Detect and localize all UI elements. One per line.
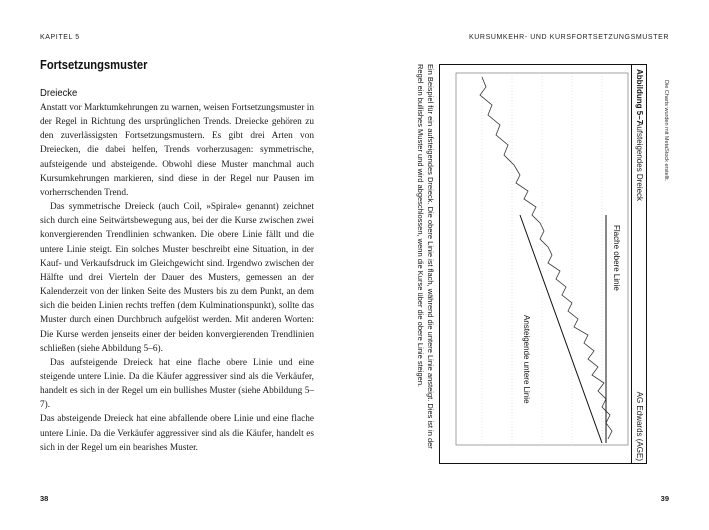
body-text [40,101,314,455]
figure-title-bar [631,65,646,464]
figure-frame [439,64,647,464]
credit-text: Die Charts wurden mit MetaStock erstellt. [663,80,669,182]
left-page [0,0,354,530]
paragraph: Anstatt vor Marktumkehrungen zu warnen, weisen Fortsetzungsmuster in der Regel in Richtung des ursprünglichen Trends. Dreiecke gehören zu den zuverlässigsten Fortsetzungsmustern. Es gibt drei Arten von Dreiecken, die dabei helfen, Trends vorherzusagen: symmetrische, aufsteigende und absteigende. Obwohl diese Muster manchmal auch Kursumkehrungen markieren, sind diese in der Regel nur Pausen im vorherrschenden Trend. [40,103,314,198]
page-number: 39 [660,494,669,503]
chart-gridlines [482,73,602,445]
rising-lower-trendline [520,215,602,443]
figure-caption: Ein Beispiel für ein aufsteigendes Dreieck. Die obere Linie ist flach, während die untere Linie ansteigt. Dies ist in der Regel ein bullishes Muster und wird abgeschlossen, wenn die Kurse über die obere Linie steigen. [416,64,435,449]
figure-title: Aufsteigendes Dreieck [635,121,644,202]
paragraph: Das aufsteigende Dreieck hat eine flache obere Linie und eine steigende untere Linie. Da die Käufer aggressiver sind als die Verkäufer, handelt es sich in der Regel um ein bullishes Muster (siehe Abbildung 5–7). [40,357,314,411]
running-head: KURSUMKEHR- UND KURSFORTSETZUNGSMUSTER [468,34,669,41]
figure [399,64,647,464]
label-upper-line: Flache obere Linie [612,225,621,291]
subsection-heading: Dreiecke [40,87,78,99]
paragraph: Das symmetrische Dreieck (auch Coil, »Spirale« genannt) zeichnet sich durch eine Seitwärtsbewegung aus, bei der die Kurse zwischen zwei konvergierenden Trendlinien schwanken. Die obere Linie fällt und die untere Linie steigt. Ein solches Muster beschreibt eine Situation, in der Kauf- und Verkaufsdruck im Gleichgewicht sind. Irgendwo zwischen der Hälfte und drei Vierteln der Dauer des Musters, gemessen an der Kalenderzeit von der linken Seite des Musters bis zu dem Punkt, an dem sich die beiden Linien rechts treffen (dem Kulminationspunkt), sollte das Muster durch einen Durchbruch aufgelöst werden. Mit anderen Worten: Die Kurse werden jenseits einer der beiden konvergierenden Trendlinien schließen (siehe Abbildung 5–6). [40,202,314,354]
paragraph: Das absteigende Dreieck hat eine abfallende obere Linie und eine flache untere Linie. Da die Verkäufer aggressiver sind als die Käufer, handelt es sich in der Regel um ein bearishes Muster. [40,414,314,453]
figure-number: Abbildung 5–7 [635,69,644,125]
label-lower-line: Ansteigende untere Linie [522,315,531,404]
price-chart [438,65,632,464]
figure-rotated [399,64,647,464]
price-series [480,77,612,439]
figure-symbol: AG Edwards (AGE) [635,391,644,461]
figure-credit [661,80,669,200]
page-number: 38 [40,494,49,503]
section-heading: Fortsetzungsmuster [40,57,148,72]
running-head: KAPITEL 5 [40,34,80,41]
